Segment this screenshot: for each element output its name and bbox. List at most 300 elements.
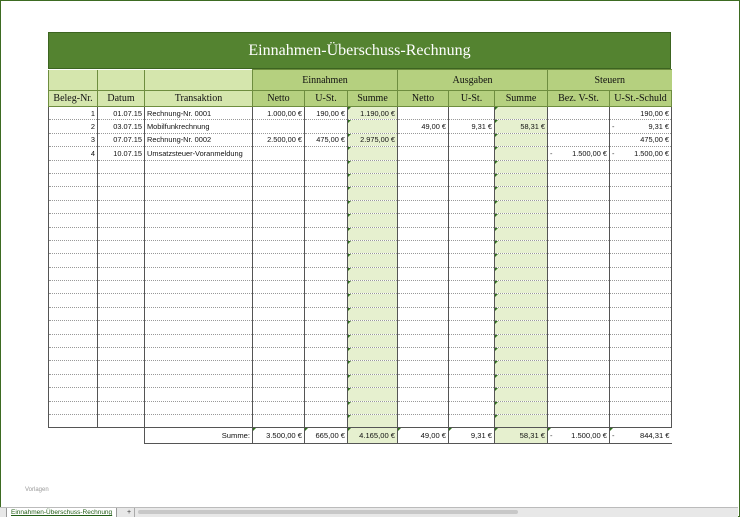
table-cell[interactable] <box>305 147 348 160</box>
table-cell[interactable] <box>548 120 610 133</box>
totals-cell[interactable] <box>305 428 348 444</box>
table-cell[interactable] <box>253 267 305 280</box>
totals-label: Summe: <box>145 428 253 444</box>
table-cell[interactable] <box>253 200 305 213</box>
table-cell[interactable] <box>348 254 398 267</box>
table-cell[interactable] <box>253 307 305 320</box>
table-cell[interactable] <box>449 414 495 427</box>
table-cell[interactable] <box>98 160 145 173</box>
table-cell[interactable] <box>49 187 98 200</box>
table-cell[interactable]: Rechnung-Nr. 0001 <box>145 107 253 120</box>
table-cell[interactable] <box>145 267 253 280</box>
table-cell[interactable] <box>398 240 449 253</box>
table-cell[interactable] <box>610 388 672 401</box>
table-cell[interactable] <box>305 200 348 213</box>
table-cell[interactable] <box>348 173 398 186</box>
table-cell[interactable] <box>305 361 348 374</box>
table-cell[interactable] <box>495 214 548 227</box>
table-cell[interactable] <box>305 307 348 320</box>
totals-blank <box>49 428 98 444</box>
table-cell[interactable] <box>449 361 495 374</box>
totals-value: 9,31 € <box>470 431 493 441</box>
table-cell[interactable] <box>449 187 495 200</box>
table-cell[interactable] <box>305 173 348 186</box>
table-cell[interactable] <box>305 160 348 173</box>
table-cell[interactable]: 49,00 € <box>398 120 449 133</box>
table-cell[interactable] <box>610 240 672 253</box>
table-cell[interactable] <box>495 227 548 240</box>
table-cell[interactable]: 475,00 € <box>305 133 348 146</box>
table-cell[interactable] <box>398 281 449 294</box>
table-cell[interactable]: 2.975,00 € <box>348 133 398 146</box>
table-cell[interactable] <box>610 374 672 387</box>
table-cell[interactable] <box>305 401 348 414</box>
totals-cell[interactable] <box>348 428 398 444</box>
table-cell[interactable] <box>253 321 305 334</box>
table-cell[interactable] <box>145 361 253 374</box>
table-cell[interactable] <box>449 160 495 173</box>
table-cell[interactable] <box>253 388 305 401</box>
table-cell[interactable] <box>398 254 449 267</box>
table-cell[interactable] <box>548 227 610 240</box>
table-cell[interactable] <box>398 173 449 186</box>
table-cell[interactable] <box>548 240 610 253</box>
add-sheet-button[interactable]: + <box>124 508 135 517</box>
table-cell[interactable] <box>348 267 398 280</box>
table-cell[interactable] <box>398 200 449 213</box>
table-cell[interactable] <box>495 281 548 294</box>
table-cell[interactable]: 4 <box>49 147 98 160</box>
table-cell[interactable] <box>348 227 398 240</box>
table-cell[interactable] <box>98 374 145 387</box>
table-row <box>49 107 672 120</box>
table-cell[interactable] <box>49 321 98 334</box>
table-cell[interactable] <box>145 414 253 427</box>
table-cell[interactable] <box>253 147 305 160</box>
table-cell[interactable] <box>305 267 348 280</box>
table-row <box>49 214 672 227</box>
table-cell[interactable] <box>305 374 348 387</box>
table-cell[interactable] <box>548 147 610 160</box>
table-cell[interactable] <box>548 267 610 280</box>
table-cell[interactable] <box>253 120 305 133</box>
table-cell[interactable] <box>398 374 449 387</box>
table-cell[interactable]: 190,00 € <box>305 107 348 120</box>
table-cell[interactable] <box>348 401 398 414</box>
totals-row <box>49 428 672 444</box>
table-cell[interactable] <box>398 160 449 173</box>
table-cell[interactable] <box>305 348 348 361</box>
table-cell[interactable] <box>610 348 672 361</box>
table-cell[interactable] <box>398 214 449 227</box>
table-cell[interactable]: 190,00 € <box>610 107 672 120</box>
table-cell[interactable] <box>98 361 145 374</box>
table-cell[interactable] <box>145 200 253 213</box>
table-cell[interactable] <box>610 160 672 173</box>
table-row <box>49 281 672 294</box>
table-cell[interactable] <box>610 281 672 294</box>
table-cell[interactable] <box>98 307 145 320</box>
table-cell[interactable] <box>398 348 449 361</box>
table-cell[interactable] <box>348 160 398 173</box>
table-cell[interactable] <box>610 227 672 240</box>
table-cell[interactable] <box>495 133 548 146</box>
table-cell[interactable] <box>449 214 495 227</box>
table-cell[interactable] <box>548 294 610 307</box>
table-cell[interactable] <box>145 307 253 320</box>
table-cell[interactable] <box>548 200 610 213</box>
table-cell[interactable] <box>398 321 449 334</box>
table-cell[interactable] <box>398 267 449 280</box>
table-cell[interactable] <box>398 107 449 120</box>
table-cell[interactable] <box>145 214 253 227</box>
table-cell[interactable] <box>548 374 610 387</box>
table-cell[interactable]: 58,31 € <box>495 120 548 133</box>
table-cell[interactable] <box>98 187 145 200</box>
table-cell[interactable] <box>253 414 305 427</box>
table-cell[interactable]: Mobilfunkrechnung <box>145 120 253 133</box>
table-cell[interactable] <box>449 281 495 294</box>
table-cell[interactable] <box>253 401 305 414</box>
table-cell[interactable] <box>253 294 305 307</box>
table-cell[interactable] <box>49 334 98 347</box>
table-cell[interactable] <box>305 227 348 240</box>
table-cell[interactable] <box>253 214 305 227</box>
column-header: Netto <box>253 91 305 107</box>
table-cell[interactable] <box>548 414 610 427</box>
table-cell[interactable]: 2.500,00 € <box>253 133 305 146</box>
table-cell[interactable] <box>610 254 672 267</box>
blank-header-cell <box>98 70 145 91</box>
table-cell[interactable]: 1 <box>49 107 98 120</box>
table-cell[interactable] <box>49 214 98 227</box>
table-cell[interactable] <box>548 307 610 320</box>
table-cell[interactable] <box>49 294 98 307</box>
table-cell[interactable] <box>253 254 305 267</box>
table-cell[interactable] <box>610 361 672 374</box>
table-row <box>49 321 672 334</box>
table-cell[interactable] <box>49 227 98 240</box>
table-cell[interactable] <box>548 281 610 294</box>
dash-marker: - <box>612 148 615 158</box>
table-cell[interactable] <box>398 294 449 307</box>
table-cell[interactable] <box>398 361 449 374</box>
table-cell[interactable] <box>495 374 548 387</box>
table-cell[interactable] <box>98 281 145 294</box>
table-cell[interactable] <box>253 173 305 186</box>
table-cell[interactable] <box>145 348 253 361</box>
table-cell[interactable] <box>145 227 253 240</box>
table-cell[interactable] <box>348 348 398 361</box>
totals-cell[interactable] <box>449 428 495 444</box>
table-cell[interactable] <box>398 307 449 320</box>
table-cell[interactable] <box>145 334 253 347</box>
table-cell[interactable] <box>495 388 548 401</box>
table-cell[interactable] <box>548 348 610 361</box>
table-cell[interactable] <box>449 401 495 414</box>
table-cell[interactable] <box>145 160 253 173</box>
table-cell[interactable] <box>348 374 398 387</box>
table-cell[interactable] <box>495 361 548 374</box>
table-row <box>49 334 672 347</box>
table-cell[interactable]: 10.07.15 <box>98 147 145 160</box>
table-cell[interactable] <box>548 361 610 374</box>
table-cell[interactable] <box>495 267 548 280</box>
totals-cell[interactable] <box>495 428 548 444</box>
table-cell[interactable] <box>495 160 548 173</box>
table-row <box>49 173 672 186</box>
totals-cell[interactable] <box>548 428 610 444</box>
table-cell[interactable] <box>449 374 495 387</box>
table-cell[interactable] <box>449 294 495 307</box>
table-cell[interactable] <box>253 361 305 374</box>
table-cell[interactable] <box>253 281 305 294</box>
table-cell[interactable] <box>253 187 305 200</box>
table-cell[interactable] <box>548 254 610 267</box>
table-cell[interactable] <box>449 334 495 347</box>
table-cell[interactable] <box>253 374 305 387</box>
table-cell[interactable] <box>98 321 145 334</box>
table-cell[interactable] <box>348 240 398 253</box>
table-cell[interactable] <box>449 348 495 361</box>
table-cell[interactable] <box>449 321 495 334</box>
sheet-tab-eur[interactable]: Einnahmen-Überschuss-Rechnung <box>6 508 117 517</box>
table-cell[interactable] <box>348 187 398 200</box>
table-cell[interactable] <box>610 214 672 227</box>
totals-value: 4.165,00 € <box>359 431 396 441</box>
table-cell[interactable] <box>49 160 98 173</box>
table-cell[interactable] <box>610 200 672 213</box>
table-cell[interactable] <box>49 267 98 280</box>
table-cell[interactable] <box>610 334 672 347</box>
table-cell[interactable]: 07.07.15 <box>98 133 145 146</box>
table-cell[interactable] <box>305 334 348 347</box>
table-cell[interactable] <box>305 254 348 267</box>
group-header-expenses: Ausgaben <box>398 70 548 91</box>
table-cell[interactable] <box>449 173 495 186</box>
table-cell[interactable] <box>495 307 548 320</box>
table-cell[interactable] <box>495 321 548 334</box>
table-cell[interactable] <box>610 321 672 334</box>
table-cell[interactable] <box>305 281 348 294</box>
table-cell[interactable] <box>305 321 348 334</box>
table-cell[interactable] <box>449 254 495 267</box>
table-cell[interactable] <box>548 133 610 146</box>
table-cell[interactable] <box>610 294 672 307</box>
table-cell[interactable] <box>398 414 449 427</box>
table-cell[interactable] <box>98 388 145 401</box>
table-cell[interactable]: 1.000,00 € <box>253 107 305 120</box>
table-cell[interactable] <box>305 120 348 133</box>
table-cell[interactable] <box>348 120 398 133</box>
dash-marker: - <box>550 148 553 158</box>
table-cell[interactable] <box>49 414 98 427</box>
table-cell[interactable] <box>145 321 253 334</box>
table-cell[interactable] <box>253 160 305 173</box>
column-header: Summe <box>495 91 548 107</box>
table-cell[interactable] <box>495 254 548 267</box>
table-cell[interactable] <box>145 388 253 401</box>
table-cell[interactable] <box>495 348 548 361</box>
table-cell[interactable] <box>145 281 253 294</box>
table-cell[interactable] <box>495 240 548 253</box>
table-cell[interactable] <box>98 200 145 213</box>
table-cell[interactable] <box>548 388 610 401</box>
table-cell[interactable] <box>610 267 672 280</box>
table-cell[interactable] <box>49 307 98 320</box>
table-cell[interactable]: 03.07.15 <box>98 120 145 133</box>
column-header: Summe <box>348 91 398 107</box>
table-cell[interactable] <box>610 147 672 160</box>
table-cell[interactable] <box>348 200 398 213</box>
table-cell[interactable] <box>610 173 672 186</box>
table-cell[interactable] <box>495 334 548 347</box>
table-cell[interactable] <box>305 294 348 307</box>
table-cell[interactable] <box>98 240 145 253</box>
table-cell[interactable] <box>495 173 548 186</box>
table-cell[interactable] <box>495 401 548 414</box>
table-cell[interactable] <box>495 200 548 213</box>
table-cell[interactable] <box>49 254 98 267</box>
table-cell[interactable] <box>610 187 672 200</box>
table-cell[interactable] <box>449 240 495 253</box>
table-cell[interactable] <box>548 160 610 173</box>
table-cell[interactable] <box>449 307 495 320</box>
table-cell[interactable] <box>253 334 305 347</box>
table-cell[interactable] <box>49 173 98 186</box>
table-cell[interactable] <box>145 374 253 387</box>
table-cell[interactable] <box>98 348 145 361</box>
table-cell[interactable] <box>253 240 305 253</box>
table-cell[interactable] <box>449 267 495 280</box>
table-cell[interactable] <box>449 147 495 160</box>
table-cell[interactable] <box>548 214 610 227</box>
table-cell[interactable]: 475,00 € <box>610 133 672 146</box>
table-cell[interactable] <box>145 254 253 267</box>
cell-value: 1.500,00 € <box>634 148 670 158</box>
table-cell[interactable] <box>49 240 98 253</box>
table-cell[interactable] <box>348 307 398 320</box>
table-cell[interactable] <box>348 388 398 401</box>
eur-table <box>48 69 672 444</box>
table-cell[interactable] <box>548 321 610 334</box>
table-cell[interactable]: 3 <box>49 133 98 146</box>
table-cell[interactable] <box>398 187 449 200</box>
table-cell[interactable] <box>449 200 495 213</box>
table-cell[interactable] <box>610 401 672 414</box>
table-cell[interactable] <box>305 214 348 227</box>
horizontal-scrollbar[interactable] <box>138 510 518 514</box>
table-cell[interactable]: Umsatzsteuer-Voranmeldung <box>145 147 253 160</box>
table-cell[interactable] <box>495 147 548 160</box>
dash-marker: - <box>612 431 615 441</box>
table-cell[interactable] <box>49 281 98 294</box>
table-cell[interactable] <box>305 388 348 401</box>
table-cell[interactable] <box>98 227 145 240</box>
table-cell[interactable] <box>253 348 305 361</box>
table-cell[interactable] <box>610 414 672 427</box>
table-cell[interactable] <box>98 173 145 186</box>
dash-marker: - <box>612 122 615 132</box>
table-cell[interactable] <box>548 334 610 347</box>
table-cell[interactable] <box>348 294 398 307</box>
table-cell[interactable] <box>348 361 398 374</box>
table-cell[interactable] <box>449 133 495 146</box>
table-cell[interactable] <box>98 214 145 227</box>
table-cell[interactable] <box>610 307 672 320</box>
table-cell[interactable] <box>98 401 145 414</box>
table-cell[interactable] <box>348 147 398 160</box>
table-cell[interactable] <box>348 214 398 227</box>
table-cell[interactable] <box>449 388 495 401</box>
table-cell[interactable] <box>98 267 145 280</box>
table-cell[interactable] <box>253 227 305 240</box>
table-row <box>49 120 672 133</box>
table-cell[interactable] <box>548 107 610 120</box>
table-cell[interactable] <box>145 240 253 253</box>
table-cell[interactable] <box>495 414 548 427</box>
table-cell[interactable] <box>449 107 495 120</box>
table-cell[interactable] <box>98 254 145 267</box>
totals-cell[interactable] <box>610 428 672 444</box>
table-cell[interactable] <box>348 334 398 347</box>
table-cell[interactable]: Rechnung-Nr. 0002 <box>145 133 253 146</box>
table-cell[interactable] <box>495 107 548 120</box>
table-cell[interactable] <box>548 173 610 186</box>
table-cell[interactable] <box>398 401 449 414</box>
table-cell[interactable] <box>548 187 610 200</box>
table-cell[interactable] <box>348 414 398 427</box>
table-cell[interactable] <box>49 374 98 387</box>
table-cell[interactable] <box>348 321 398 334</box>
table-cell[interactable] <box>398 133 449 146</box>
table-cell[interactable] <box>98 294 145 307</box>
table-cell[interactable] <box>305 187 348 200</box>
column-header: Beleg-Nr. <box>49 91 98 107</box>
table-cell[interactable] <box>145 294 253 307</box>
totals-cell[interactable] <box>253 428 305 444</box>
table-cell[interactable] <box>610 120 672 133</box>
table-cell[interactable] <box>145 401 253 414</box>
totals-cell[interactable] <box>398 428 449 444</box>
table-cell[interactable] <box>98 414 145 427</box>
table-cell[interactable]: 01.07.15 <box>98 107 145 120</box>
table-cell[interactable] <box>49 388 98 401</box>
table-row <box>49 401 672 414</box>
table-cell[interactable] <box>348 281 398 294</box>
table-cell[interactable]: 2 <box>49 120 98 133</box>
table-cell[interactable] <box>305 414 348 427</box>
table-cell[interactable]: 9,31 € <box>449 120 495 133</box>
table-cell[interactable] <box>398 147 449 160</box>
table-cell[interactable] <box>398 334 449 347</box>
table-cell[interactable]: 1.190,00 € <box>348 107 398 120</box>
table-cell[interactable] <box>49 200 98 213</box>
table-cell[interactable] <box>49 361 98 374</box>
table-cell[interactable] <box>145 173 253 186</box>
table-cell[interactable] <box>49 348 98 361</box>
table-cell[interactable] <box>398 227 449 240</box>
table-cell[interactable] <box>449 227 495 240</box>
table-cell[interactable] <box>548 401 610 414</box>
table-cell[interactable] <box>495 187 548 200</box>
table-cell[interactable] <box>305 240 348 253</box>
table-cell[interactable] <box>49 401 98 414</box>
table-cell[interactable] <box>98 334 145 347</box>
table-cell[interactable] <box>398 388 449 401</box>
table-cell[interactable] <box>495 294 548 307</box>
table-cell[interactable] <box>145 187 253 200</box>
